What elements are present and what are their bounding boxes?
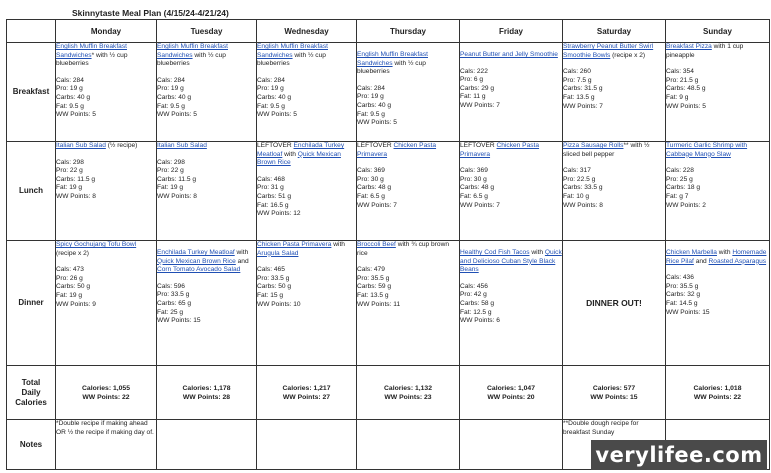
nutrition-line: Fat: 16.5 g bbox=[257, 201, 289, 209]
day-header: Thursday bbox=[357, 20, 460, 43]
nutrition-info bbox=[666, 274, 769, 317]
total-ww-points: WW Points: 15 bbox=[590, 393, 638, 401]
recipe-link[interactable]: English Muffin Breakfast Sandwiches bbox=[257, 43, 328, 59]
nutrition-line: Pro: 25 g bbox=[666, 175, 693, 183]
nutrition-line: Carbs: 11.5 g bbox=[56, 175, 96, 183]
nutrition-line: Fat: 9.5 g bbox=[357, 110, 385, 118]
nutrition-line: Carbs: 50 g bbox=[56, 283, 91, 291]
nutrition-line: WW Points: 5 bbox=[357, 119, 397, 127]
nutrition-line: Carbs: 48.5 g bbox=[666, 85, 706, 93]
breakfast-label bbox=[7, 43, 56, 142]
meal-cell bbox=[460, 142, 563, 241]
nutrition-line: Cals: 436 bbox=[666, 274, 694, 282]
nutrition-line: Carbs: 40 g bbox=[56, 93, 91, 101]
nutrition-line: WW Points: 15 bbox=[157, 317, 201, 325]
nutrition-line: WW Points: 5 bbox=[666, 102, 706, 110]
total-ww-points: WW Points: 27 bbox=[282, 393, 331, 401]
total-ww-points: WW Points: 22 bbox=[82, 393, 130, 401]
nutrition-line: Cals: 465 bbox=[257, 266, 285, 274]
nutrition-line: Pro: 30 g bbox=[460, 175, 487, 183]
recipe-link[interactable]: Roasted Asparagus bbox=[708, 257, 767, 265]
nutrition-line: WW Points: 8 bbox=[157, 192, 197, 200]
nutrition-line: Pro: 35.5 g bbox=[357, 274, 390, 282]
nutrition-line: Pro: 22 g bbox=[56, 167, 83, 175]
meal-description bbox=[460, 51, 562, 60]
meal-note-text: with bbox=[716, 249, 733, 256]
dinner-out-cell: DINNER OUT! bbox=[563, 241, 666, 366]
meal-cell bbox=[666, 43, 770, 142]
meal-cell bbox=[666, 142, 770, 241]
nutrition-info bbox=[357, 85, 459, 128]
nutrition-line: Fat: 13.5 g bbox=[357, 291, 389, 299]
nutrition-line: Fat: 9 g bbox=[666, 93, 689, 101]
nutrition-line: Cals: 284 bbox=[157, 76, 185, 84]
daily-total-cell bbox=[563, 366, 666, 420]
nutrition-line: Fat: 6.5 g bbox=[357, 192, 385, 200]
nutrition-line: Fat: 19 g bbox=[56, 184, 83, 192]
nutrition-line: Cals: 298 bbox=[157, 158, 185, 166]
nutrition-info bbox=[460, 167, 562, 210]
meal-cell bbox=[563, 142, 666, 241]
meal-note-text: and bbox=[693, 257, 709, 265]
nutrition-line: WW Points: 9 bbox=[56, 300, 96, 308]
corner-cell bbox=[7, 20, 56, 43]
nutrition-line: Carbs: 33.5 g bbox=[563, 184, 603, 192]
recipe-link[interactable]: Breakfast Pizza bbox=[666, 43, 712, 50]
nutrition-line: Carbs: 40 g bbox=[157, 93, 192, 101]
nutrition-line: WW Points: 5 bbox=[257, 111, 297, 119]
total-calories: Calories: 1,217 bbox=[282, 384, 331, 392]
total-ww-points: WW Points: 23 bbox=[384, 393, 432, 401]
recipe-link[interactable]: Chicken Pasta Primavera bbox=[257, 241, 332, 248]
nutrition-line: Cals: 317 bbox=[563, 167, 591, 175]
nutrition-info bbox=[357, 266, 459, 309]
nutrition-line: WW Points: 10 bbox=[257, 300, 301, 308]
nutrition-line: Cals: 354 bbox=[666, 68, 694, 76]
meal-note-text: with bbox=[529, 249, 545, 256]
page-title: Skinnytaste Meal Plan (4/15/24-4/21/24) bbox=[72, 8, 229, 18]
daily-total-cell bbox=[666, 366, 770, 420]
meal-note-text: with ½ cup blueberries bbox=[257, 51, 326, 68]
meal-description bbox=[666, 43, 769, 60]
recipe-link[interactable]: Healthy Cod Fish Tacos bbox=[460, 249, 530, 256]
recipe-link[interactable]: Peanut Butter and Jelly Smoothie bbox=[460, 51, 558, 58]
meal-note-text: with 1 cup pineapple bbox=[666, 43, 744, 59]
meal-cell bbox=[357, 43, 460, 142]
meal-cell bbox=[357, 142, 460, 241]
nutrition-info bbox=[56, 77, 156, 120]
nutrition-line: Fat: g 7 bbox=[666, 192, 689, 200]
total-calories: Calories: 1,018 bbox=[693, 384, 742, 392]
nutrition-line: Cals: 468 bbox=[257, 175, 285, 183]
nutrition-line: Pro: 21.5 g bbox=[666, 76, 699, 84]
nutrition-line: Pro: 31 g bbox=[257, 184, 284, 192]
day-header: Monday bbox=[56, 20, 157, 43]
nutrition-line: WW Points: 12 bbox=[257, 210, 301, 218]
nutrition-info bbox=[157, 159, 256, 202]
nutrition-line: Cals: 456 bbox=[460, 282, 488, 290]
nutrition-line: WW Points: 2 bbox=[666, 201, 706, 209]
recipe-link[interactable]: Enchilada Turkey Meatloaf bbox=[157, 249, 235, 256]
notes-cell: *Double recipe if making ahead OR ½ the recipe if making day of. bbox=[56, 420, 157, 470]
meal-note-text: * with ½ cup blueberries bbox=[56, 51, 128, 68]
nutrition-line: WW Points: 7 bbox=[460, 201, 500, 209]
notes-cell bbox=[257, 420, 357, 470]
meal-label-text: Dinner bbox=[18, 298, 44, 307]
recipe-link[interactable]: Broccoli Beef bbox=[357, 241, 396, 248]
nutrition-line: Pro: 26 g bbox=[56, 274, 83, 282]
total-label bbox=[7, 366, 56, 420]
meal-cell bbox=[460, 43, 563, 142]
header-row bbox=[7, 20, 770, 43]
nutrition-line: Cals: 369 bbox=[460, 167, 488, 175]
daily-total-cell bbox=[157, 366, 257, 420]
meal-note-text: with bbox=[282, 150, 298, 158]
recipe-link[interactable]: English Muffin Breakfast Sandwiches bbox=[157, 43, 228, 59]
day-header: Sunday bbox=[666, 20, 770, 43]
meal-cell bbox=[257, 43, 357, 142]
nutrition-line: Carbs: 32 g bbox=[666, 291, 701, 299]
daily-total-cell bbox=[56, 366, 157, 420]
nutrition-line: Cals: 298 bbox=[56, 158, 84, 166]
daily-total-cell bbox=[460, 366, 563, 420]
total-ww-points: WW Points: 28 bbox=[182, 393, 231, 401]
nutrition-line: Carbs: 48 g bbox=[460, 184, 495, 192]
nutrition-line: WW Points: 8 bbox=[56, 192, 96, 200]
recipe-link[interactable]: Spicy Gochujang Tofu Bowl bbox=[56, 241, 137, 248]
day-header: Tuesday bbox=[157, 20, 257, 43]
meal-note-text: (recipe x 2) bbox=[610, 51, 646, 59]
meal-description bbox=[666, 142, 769, 159]
meal-description bbox=[357, 142, 459, 159]
dinner-row bbox=[7, 241, 770, 366]
meal-cell bbox=[56, 142, 157, 241]
meal-description bbox=[157, 249, 256, 275]
recipe-link[interactable]: Italian Sub Salad bbox=[157, 142, 207, 149]
recipe-link[interactable]: Turmeric Garlic Shrimp with Cabbage Mango Slaw bbox=[666, 142, 748, 158]
nutrition-info bbox=[257, 266, 356, 309]
meal-cell bbox=[357, 241, 460, 366]
meal-description bbox=[460, 142, 562, 159]
meal-label-text: Calories bbox=[15, 397, 47, 407]
recipe-link[interactable]: English Muffin Breakfast Sandwiches bbox=[56, 43, 127, 59]
meal-note-text: LEFTOVER bbox=[357, 142, 394, 149]
nutrition-info bbox=[460, 68, 562, 111]
nutrition-line: Cals: 260 bbox=[563, 68, 591, 76]
recipe-link[interactable]: Enchilada Turkey Meatloaf bbox=[257, 142, 345, 158]
meal-cell bbox=[257, 241, 357, 366]
nutrition-line: Carbs: 48 g bbox=[357, 184, 392, 192]
meal-description bbox=[257, 43, 356, 69]
notes-cell bbox=[460, 420, 563, 470]
nutrition-line: Fat: 12.5 g bbox=[460, 308, 492, 316]
recipe-link[interactable]: Homemade Rice Pilaf bbox=[666, 249, 767, 265]
meal-note-text: with bbox=[331, 241, 345, 248]
meal-description bbox=[157, 142, 256, 151]
lunch-row bbox=[7, 142, 770, 241]
recipe-link[interactable]: Chicken Pasta Primavera bbox=[460, 142, 540, 158]
meal-cell bbox=[157, 241, 257, 366]
meal-note-text: with bbox=[234, 249, 249, 256]
dinner-label bbox=[7, 241, 56, 366]
recipe-link[interactable]: Chicken Marbella bbox=[666, 249, 717, 256]
nutrition-line: Fat: 25 g bbox=[157, 308, 184, 316]
nutrition-line: Pro: 35.5 g bbox=[666, 282, 699, 290]
nutrition-line: Pro: 19 g bbox=[257, 85, 284, 93]
total-calories: Calories: 577 bbox=[592, 384, 636, 392]
nutrition-info bbox=[357, 167, 459, 210]
notes-label bbox=[7, 420, 56, 470]
meal-cell bbox=[56, 43, 157, 142]
meal-label-text: Total bbox=[21, 377, 41, 387]
day-header: Friday bbox=[460, 20, 563, 43]
meal-note-text: LEFTOVER bbox=[460, 142, 497, 149]
recipe-link[interactable]: Quick and Delicioso Cuban Style Black Beans bbox=[460, 249, 562, 274]
meal-description bbox=[460, 249, 562, 275]
meal-note-text: (recipe x 2) bbox=[56, 249, 89, 257]
meal-note-text: with ½ cup blueberries bbox=[157, 51, 226, 68]
nutrition-line: Pro: 19 g bbox=[56, 85, 83, 93]
nutrition-line: Pro: 33.5 g bbox=[157, 291, 190, 299]
nutrition-line: WW Points: 6 bbox=[460, 317, 500, 325]
meal-cell bbox=[563, 43, 666, 142]
meal-plan-table bbox=[6, 19, 770, 470]
nutrition-line: Fat: 14.5 g bbox=[666, 299, 698, 307]
nutrition-line: Carbs: 31.5 g bbox=[563, 85, 603, 93]
nutrition-line: Fat: 6.5 g bbox=[460, 192, 488, 200]
nutrition-info bbox=[56, 266, 156, 309]
nutrition-line: Fat: 19 g bbox=[157, 184, 184, 192]
breakfast-row bbox=[7, 43, 770, 142]
nutrition-info bbox=[56, 159, 156, 202]
nutrition-line: Fat: 19 g bbox=[56, 291, 83, 299]
total-calories: Calories: 1,047 bbox=[487, 384, 535, 392]
recipe-link[interactable]: Strawberry Peanut Butter Swirl Smoothie Bowls bbox=[563, 43, 654, 59]
nutrition-line: WW Points: 7 bbox=[563, 102, 603, 110]
nutrition-line: Fat: 11 g bbox=[460, 93, 486, 101]
nutrition-line: Fat: 15 g bbox=[257, 291, 284, 299]
day-header: Saturday bbox=[563, 20, 666, 43]
meal-description bbox=[157, 43, 256, 69]
meal-label-text: Lunch bbox=[19, 186, 43, 195]
day-header: Wednesday bbox=[257, 20, 357, 43]
meal-description bbox=[56, 142, 156, 151]
nutrition-info bbox=[157, 77, 256, 120]
nutrition-line: Carbs: 18 g bbox=[666, 184, 701, 192]
meal-cell bbox=[157, 142, 257, 241]
meal-description bbox=[666, 249, 769, 266]
nutrition-info bbox=[257, 176, 356, 219]
nutrition-info bbox=[563, 167, 665, 210]
recipe-link[interactable]: Quick Mexican Brown Rice bbox=[257, 150, 341, 167]
notes-cell: **Double dough recipe for breakfast Sunday bbox=[563, 420, 666, 470]
nutrition-line: Pro: 7.5 g bbox=[563, 76, 592, 84]
nutrition-line: Cals: 284 bbox=[56, 76, 84, 84]
meal-label-text: Breakfast bbox=[12, 87, 50, 96]
nutrition-info bbox=[563, 68, 665, 111]
meal-note-text: ** with ½ sliced bell pepper bbox=[563, 142, 650, 158]
nutrition-line: Pro: 33.5 g bbox=[257, 274, 290, 282]
meal-cell bbox=[460, 241, 563, 366]
nutrition-info bbox=[257, 77, 356, 120]
nutrition-line: Fat: 9.5 g bbox=[257, 102, 285, 110]
recipe-link[interactable]: Italian Sub Salad bbox=[56, 142, 106, 149]
nutrition-line: Pro: 6 g bbox=[460, 76, 484, 84]
meal-cell bbox=[157, 43, 257, 142]
meal-note-text: and bbox=[235, 257, 249, 265]
nutrition-line: Fat: 10 g bbox=[563, 192, 590, 200]
daily-total-cell bbox=[357, 366, 460, 420]
meal-description bbox=[257, 142, 356, 168]
nutrition-line: Cals: 222 bbox=[460, 67, 488, 75]
meal-label-text: Daily bbox=[21, 387, 41, 397]
meal-description bbox=[56, 43, 156, 69]
meal-description bbox=[357, 51, 459, 77]
meal-note-text: with ½ cup blueberries bbox=[357, 59, 426, 76]
meal-description bbox=[357, 241, 459, 258]
nutrition-line: WW Points: 7 bbox=[460, 101, 500, 109]
nutrition-info bbox=[460, 283, 562, 326]
meal-label-text: Notes bbox=[19, 439, 43, 449]
recipe-link[interactable]: Arugula Salad bbox=[257, 249, 299, 257]
notes-cell bbox=[357, 420, 460, 470]
nutrition-line: Fat: 13.5 g bbox=[563, 93, 595, 101]
watermark-logo: verylifee.com bbox=[591, 440, 767, 470]
nutrition-line: Carbs: 65 g bbox=[157, 299, 192, 307]
nutrition-line: Cals: 479 bbox=[357, 266, 385, 274]
nutrition-line: Cals: 369 bbox=[357, 167, 385, 175]
notes-cell bbox=[157, 420, 257, 470]
meal-note-text: with ¾ cup brown rice bbox=[357, 241, 450, 257]
meal-cell bbox=[666, 241, 770, 366]
total-row bbox=[7, 366, 770, 420]
meal-description bbox=[563, 142, 665, 159]
recipe-link[interactable]: Corn Tomato Avocado Salad bbox=[157, 266, 241, 274]
recipe-link[interactable]: Quick Mexican Brown Rice bbox=[157, 257, 236, 265]
meal-cell bbox=[56, 241, 157, 366]
nutrition-line: Carbs: 11.5 g bbox=[157, 175, 197, 183]
total-calories: Calories: 1,055 bbox=[82, 384, 130, 392]
nutrition-line: Carbs: 51 g bbox=[257, 192, 292, 200]
nutrition-line: WW Points: 7 bbox=[357, 201, 397, 209]
nutrition-line: Pro: 19 g bbox=[357, 93, 384, 101]
nutrition-line: Carbs: 29 g bbox=[460, 84, 495, 92]
recipe-link[interactable]: Pizza Sausage Rolls bbox=[563, 142, 624, 149]
nutrition-line: WW Points: 5 bbox=[157, 111, 197, 119]
nutrition-line: Pro: 30 g bbox=[357, 175, 384, 183]
nutrition-line: Pro: 22 g bbox=[157, 167, 184, 175]
nutrition-line: Cals: 284 bbox=[257, 76, 285, 84]
nutrition-line: Fat: 9.5 g bbox=[157, 102, 185, 110]
meal-note-text: (½ recipe) bbox=[105, 142, 138, 149]
lunch-label bbox=[7, 142, 56, 241]
nutrition-line: Carbs: 58 g bbox=[460, 299, 495, 307]
nutrition-line: WW Points: 5 bbox=[56, 111, 96, 119]
nutrition-line: Cals: 473 bbox=[56, 266, 84, 274]
meal-description bbox=[56, 241, 156, 258]
total-calories: Calories: 1,132 bbox=[384, 384, 432, 392]
nutrition-line: Cals: 284 bbox=[357, 84, 385, 92]
meal-description bbox=[257, 241, 356, 258]
total-ww-points: WW Points: 20 bbox=[487, 393, 535, 401]
meal-note-text: LEFTOVER bbox=[257, 142, 294, 149]
nutrition-info bbox=[666, 68, 769, 111]
nutrition-line: WW Points: 15 bbox=[666, 308, 710, 316]
total-ww-points: WW Points: 22 bbox=[693, 393, 742, 401]
meal-cell bbox=[257, 142, 357, 241]
recipe-link[interactable]: Chicken Pasta Primavera bbox=[357, 142, 437, 158]
nutrition-line: Carbs: 40 g bbox=[357, 101, 392, 109]
nutrition-line: Pro: 42 g bbox=[460, 291, 487, 299]
nutrition-info bbox=[666, 167, 769, 210]
nutrition-line: Carbs: 40 g bbox=[257, 93, 292, 101]
daily-total-cell bbox=[257, 366, 357, 420]
nutrition-line: Fat: 9.5 g bbox=[56, 102, 84, 110]
nutrition-line: Pro: 19 g bbox=[157, 85, 184, 93]
total-calories: Calories: 1,178 bbox=[182, 384, 231, 392]
nutrition-line: Cals: 228 bbox=[666, 167, 694, 175]
nutrition-line: Carbs: 50 g bbox=[257, 283, 292, 291]
nutrition-line: Pro: 22.5 g bbox=[563, 175, 596, 183]
meal-description bbox=[563, 43, 665, 60]
nutrition-line: Carbs: 59 g bbox=[357, 283, 392, 291]
nutrition-info bbox=[157, 283, 256, 326]
nutrition-line: Cals: 596 bbox=[157, 282, 185, 290]
recipe-link[interactable]: English Muffin Breakfast Sandwiches bbox=[357, 51, 428, 67]
nutrition-line: WW Points: 8 bbox=[563, 201, 603, 209]
nutrition-line: WW Points: 11 bbox=[357, 300, 401, 308]
